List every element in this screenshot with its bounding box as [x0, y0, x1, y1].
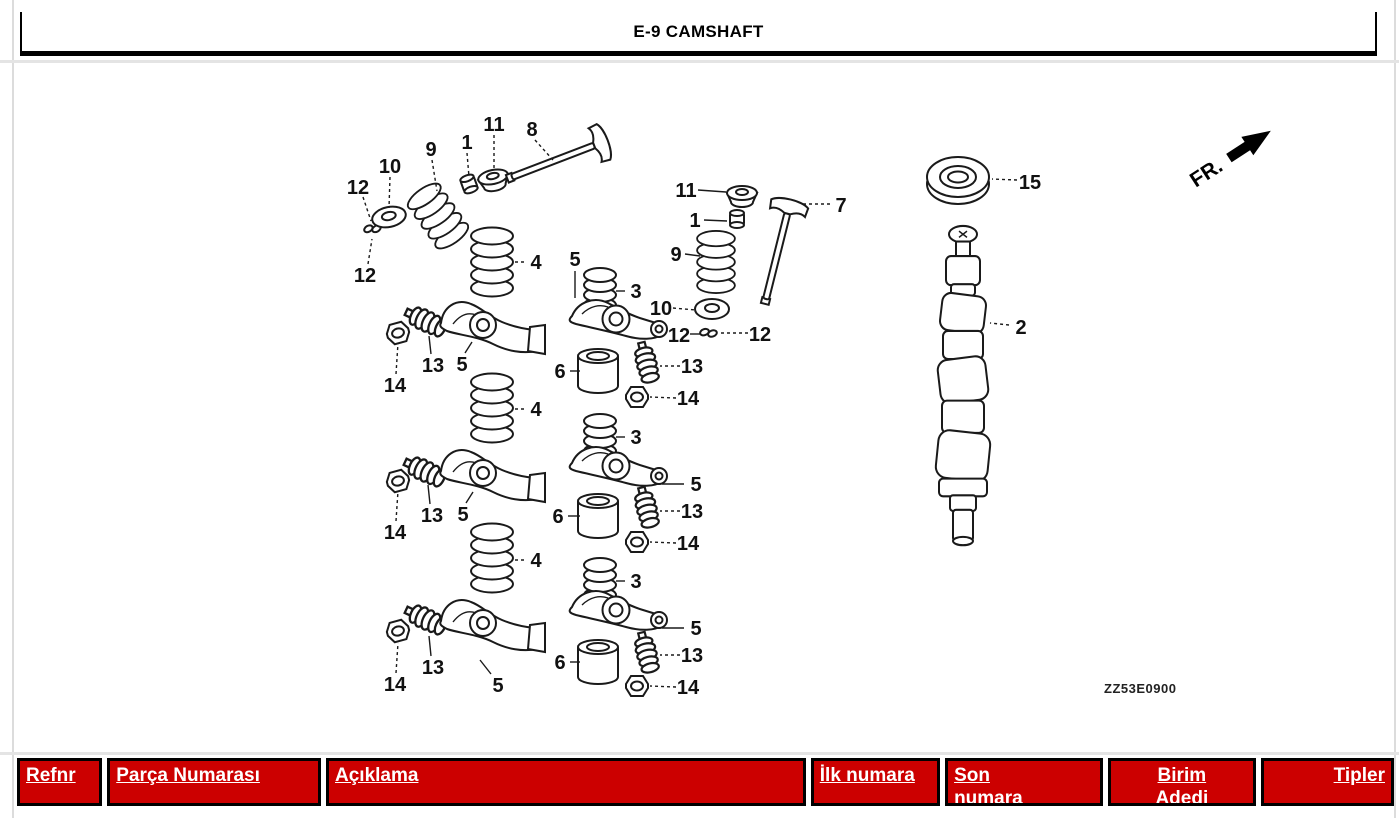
part-number-label: 4	[530, 399, 542, 421]
leader-line	[465, 342, 472, 353]
column-header-label: Son	[954, 765, 990, 786]
diagram-code: ZZ53E0900	[1104, 681, 1177, 696]
part-valve-spring	[404, 179, 472, 253]
column-header-label: Birim	[1157, 765, 1207, 786]
part-number-label: 3	[630, 427, 642, 449]
part-number-label: 5	[457, 504, 469, 526]
part-number-label: 1	[461, 132, 473, 154]
leader-line	[535, 140, 553, 160]
part-lock-nut	[385, 320, 411, 345]
column-header-son-numara[interactable]	[945, 758, 1103, 806]
part-number-label: 14	[383, 674, 407, 696]
column-header-label: Refnr	[26, 765, 76, 786]
leader-line	[429, 336, 431, 354]
column-header-label: Adedi	[1155, 788, 1209, 803]
part-number-label: 10	[378, 156, 402, 178]
part-number-label: 5	[569, 249, 581, 271]
leader-line	[363, 197, 371, 221]
leader-line	[396, 343, 398, 374]
part-rocker-arm	[440, 600, 545, 652]
part-number-label: 7	[835, 195, 847, 217]
part-valve-keeper	[459, 173, 478, 195]
part-number-label: 13	[421, 657, 445, 679]
part-number-label: 14	[383, 375, 407, 397]
part-rocker-arm	[440, 302, 545, 354]
part-number-label: 6	[554, 361, 566, 383]
part-tappet-bucket	[578, 640, 618, 684]
part-lock-nut	[626, 387, 648, 407]
leader-line	[673, 308, 696, 310]
part-number-label: 13	[680, 501, 704, 523]
leader-line	[480, 660, 491, 674]
part-tappet-bucket	[578, 349, 618, 393]
leader-line	[428, 485, 430, 504]
part-tappet-bucket	[578, 494, 618, 538]
part-valve-cotter	[699, 325, 717, 340]
column-header-label: Açıklama	[335, 765, 419, 786]
part-number-label: 14	[676, 533, 700, 555]
column-header-parca-numarasi[interactable]	[107, 758, 321, 806]
part-number-label: 5	[690, 618, 702, 640]
part-number-label: 2	[1015, 317, 1027, 339]
part-number-label: 5	[690, 474, 702, 496]
part-oil-seal	[927, 157, 989, 204]
leader-line	[396, 491, 398, 521]
column-header-label: İlk numara	[819, 765, 915, 786]
column-header-aciklama[interactable]	[326, 758, 806, 806]
part-number-label: 12	[353, 265, 377, 287]
part-lock-nut	[385, 618, 411, 643]
leader-line	[467, 153, 469, 177]
part-number-label: 8	[526, 119, 538, 141]
part-number-label: 3	[630, 281, 642, 303]
leader-line	[368, 239, 372, 264]
part-number-label: 5	[456, 354, 468, 376]
part-number-label: 14	[676, 388, 700, 410]
part-number-label: 4	[530, 550, 542, 572]
leader-line	[466, 492, 473, 503]
part-lock-nut	[385, 468, 411, 493]
part-number-label: 4	[530, 252, 542, 274]
part-number-label: 6	[552, 506, 564, 528]
part-adjusting-screw	[632, 630, 661, 674]
part-number-label: 5	[492, 675, 504, 697]
leader-line	[990, 323, 1009, 325]
part-valve-spring	[471, 374, 513, 443]
leader-line	[992, 179, 1017, 180]
leader-line	[396, 643, 398, 673]
fr-direction-indicator	[1186, 122, 1277, 192]
part-number-label: 14	[676, 677, 700, 699]
part-number-label: 9	[425, 139, 437, 161]
column-header-label: numara	[954, 788, 1023, 803]
part-number-label: 14	[383, 522, 407, 544]
part-number-label: 6	[554, 652, 566, 674]
part-spring-retainer	[727, 186, 757, 207]
column-header-birim-adedi[interactable]	[1108, 758, 1256, 806]
part-valve-spring	[471, 524, 513, 593]
part-number-label: 9	[670, 244, 682, 266]
leader-line	[650, 397, 676, 398]
part-lock-nut	[626, 676, 648, 696]
column-header-label: Tipler	[1333, 765, 1385, 786]
part-lock-nut	[626, 532, 648, 552]
part-adjusting-screw	[632, 485, 661, 529]
column-header-tipler[interactable]	[1261, 758, 1394, 806]
part-number-label: 13	[680, 645, 704, 667]
fr-direction-arrow	[1223, 122, 1277, 168]
column-header-refnr[interactable]	[17, 758, 102, 806]
part-valve	[501, 123, 615, 197]
parts-table-header-row	[17, 758, 1394, 806]
part-number-label: 12	[667, 325, 691, 347]
part-rocker-arm	[570, 447, 667, 486]
part-valve	[746, 195, 809, 308]
leader-line	[704, 220, 727, 221]
leader-line	[650, 542, 676, 543]
part-valve-spring	[697, 231, 735, 293]
leader-line	[429, 636, 431, 656]
leader-line	[389, 177, 390, 208]
part-number-label: 10	[649, 298, 673, 320]
part-camshaft	[935, 226, 992, 545]
part-spring-seat	[695, 299, 729, 319]
part-number-label: 11	[483, 114, 505, 136]
leader-line	[650, 686, 676, 687]
part-number-label: 13	[680, 356, 704, 378]
part-rocker-arm	[570, 591, 667, 630]
page-title: E-9 CAMSHAFT	[633, 21, 764, 41]
part-adjusting-screw	[632, 340, 661, 384]
part-valve-spring	[471, 228, 513, 297]
parts-table	[12, 758, 1399, 806]
part-number-label: 13	[421, 355, 445, 377]
column-header-ilk-numara[interactable]	[811, 758, 940, 806]
fr-label: FR.	[1186, 154, 1227, 193]
page-title-bar	[20, 12, 1377, 56]
leader-line	[685, 254, 700, 256]
part-number-label: 15	[1018, 172, 1042, 194]
part-number-label: 3	[630, 571, 642, 593]
part-number-label: 1	[689, 210, 701, 232]
part-number-label: 12	[346, 177, 370, 199]
part-valve-keeper	[730, 210, 744, 228]
part-spring-retainer	[477, 167, 511, 194]
part-number-label: 11	[675, 180, 697, 202]
part-number-label: 12	[748, 324, 772, 346]
leader-line	[698, 190, 726, 192]
part-rocker-arm	[440, 450, 545, 502]
column-header-label: Parça Numarası	[116, 765, 260, 786]
part-number-label: 13	[420, 505, 444, 527]
